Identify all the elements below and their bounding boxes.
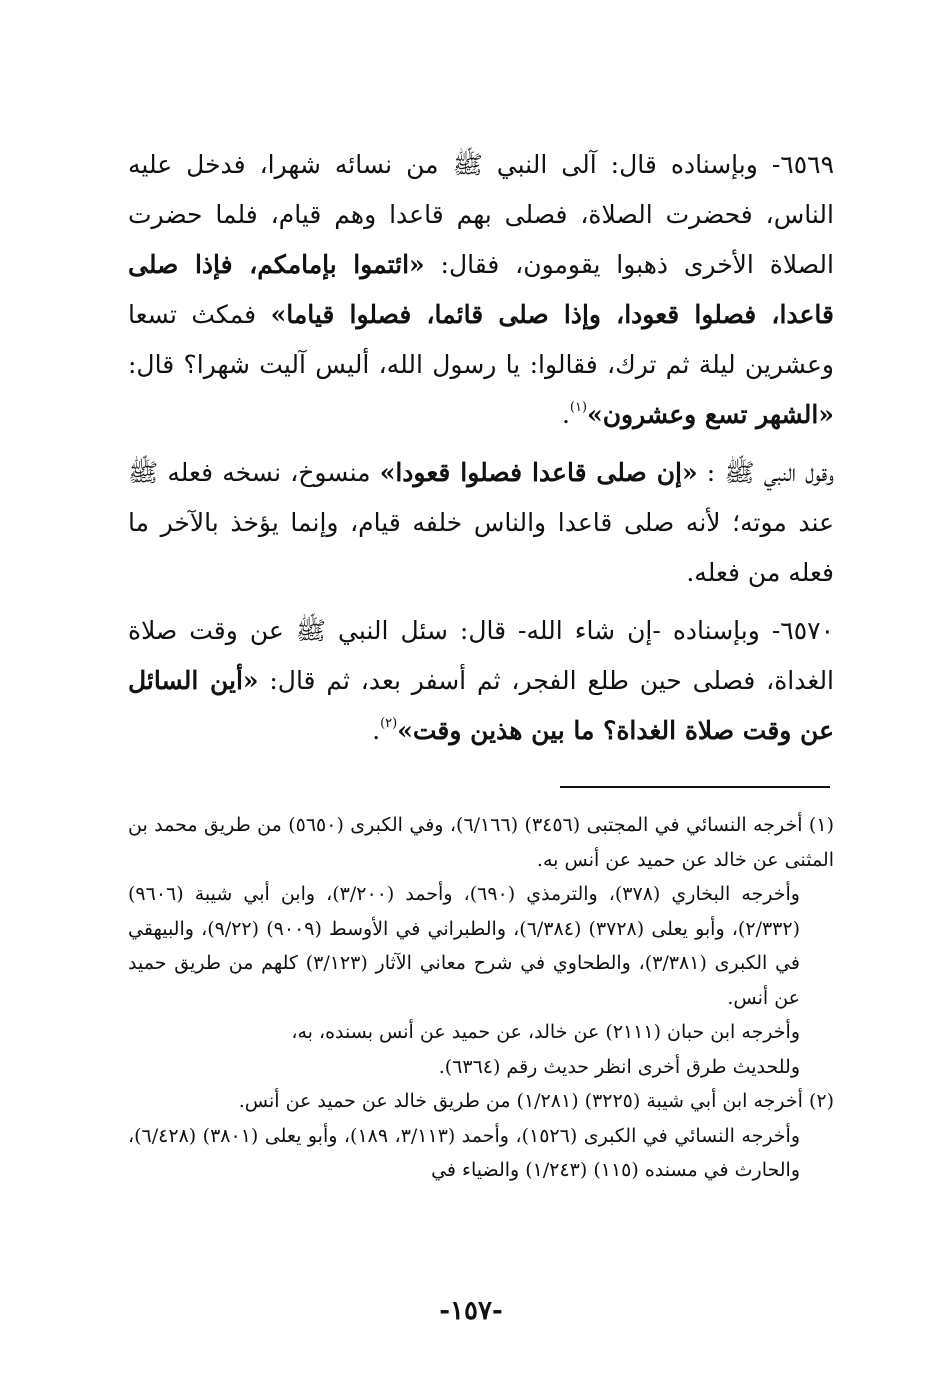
footnote-separator [560, 786, 830, 788]
page-number: -١٥٧- [439, 1296, 503, 1326]
main-text [128, 140, 834, 764]
commentary-quote: «إن صلى قاعدا فصلوا قعودا» [379, 458, 698, 487]
footnote-2-line-1: (٢) أخرجه ابن أبي شيبة (٣٢٢٥) (١/٢٨١) من طريق خالد عن حميد عن أنس. [238, 1090, 834, 1112]
footnotes [128, 808, 834, 1188]
commentary-text-1: وقول النبي ﷺ : [697, 458, 834, 487]
commentary-paragraph [128, 448, 834, 598]
footnote-ref-1[interactable]: (١) [569, 400, 588, 415]
hadith-6569 [128, 140, 834, 440]
hadith-6569-text-2: فمكث تسعا وعشرين ليلة ثم ترك، فقالوا: يا رسول الله، أليس آليت شهرا؟ قال: [128, 300, 834, 379]
hadith-6569-end: . [561, 400, 570, 429]
hadith-6570-end: . [372, 716, 381, 745]
footnote-2-line-2: وأخرجه النسائي في الكبرى (١٥٢٦)، وأحمد (٣/١١٣، ١٨٩)، وأبو يعلى (٣٨٠١) (٦/٤٢٨)، والحارث في مسنده (١١٥) (١/٢٤٣) والضياء في [128, 1124, 800, 1181]
footnote-ref-2[interactable]: (٢) [380, 716, 398, 731]
hadith-6569-quote-2: «الشهر تسع وعشرون» [587, 400, 834, 429]
footnote-1-line-3: وأخرجه ابن حبان (٢١١١) عن خالد، عن حميد عن أنس بسنده، به، [291, 1021, 800, 1043]
hadith-6570 [128, 606, 834, 756]
footnote-1-line-2: وأخرجه البخاري (٣٧٨)، والترمذي (٦٩٠)، وأحمد (٣/٢٠٠)، وابن أبي شيبة (٩٦٠٦) (٢/٣٣٢)، وأبو يعلى (٣٧٢٨) (٦/٣٨٤)، والطبراني في الأوسط (٩٠٠٩) (٩/٢٢)، والبيهقي في الكبرى (٣/٣٨١)، والطحاوي في شرح معاني الآثار (٣/١٢٣) كلهم من طريق حميد عن أنس. [128, 883, 801, 1009]
commentary-text-2: منسوخ، نسخه فعله ﷺ عند موته؛ لأنه صلى قاعدا والناس خلفه قيام، وإنما يؤخذ بالآخر ما فعله من فعله. [128, 458, 834, 587]
hadith-6569-text-1: ٦٥٦٩- وبإسناده قال: آلى النبي ﷺ من نسائه شهرا، فدخل عليه الناس، فحضرت الصلاة، فصلى بهم قاعدا وهم قيام، فلما حضرت الصلاة الأخرى ذهبوا يقومون، فقال: [128, 150, 834, 279]
footnote-1-line-1: (١) أخرجه النسائي في المجتبى (٣٤٥٦) (٦/١٦٦)، وفي الكبرى (٥٦٥٠) من طريق محمد بن المثنى عن خالد عن حميد عن أنس به. [128, 814, 834, 871]
hadith-6570-text-1: ٦٥٧٠- وبإسناده -إن شاء الله- قال: سئل النبي ﷺ عن وقت صلاة الغداة، فصلى حين طلع الفجر، ثم أسفر بعد، ثم قال: [128, 616, 835, 695]
hadith-6570-quote: «أين السائل عن وقت صلاة الغداة؟ ما بين هذين وقت» [128, 666, 834, 745]
hadith-6569-quote-1: «ائتموا بإمامكم، فإذا صلى قاعدا، فصلوا قعودا، وإذا صلى قائما، فصلوا قياما» [128, 250, 834, 329]
footnote-1-line-4: وللحديث طرق أخرى انظر حديث رقم (٦٣٦٤). [438, 1055, 800, 1078]
